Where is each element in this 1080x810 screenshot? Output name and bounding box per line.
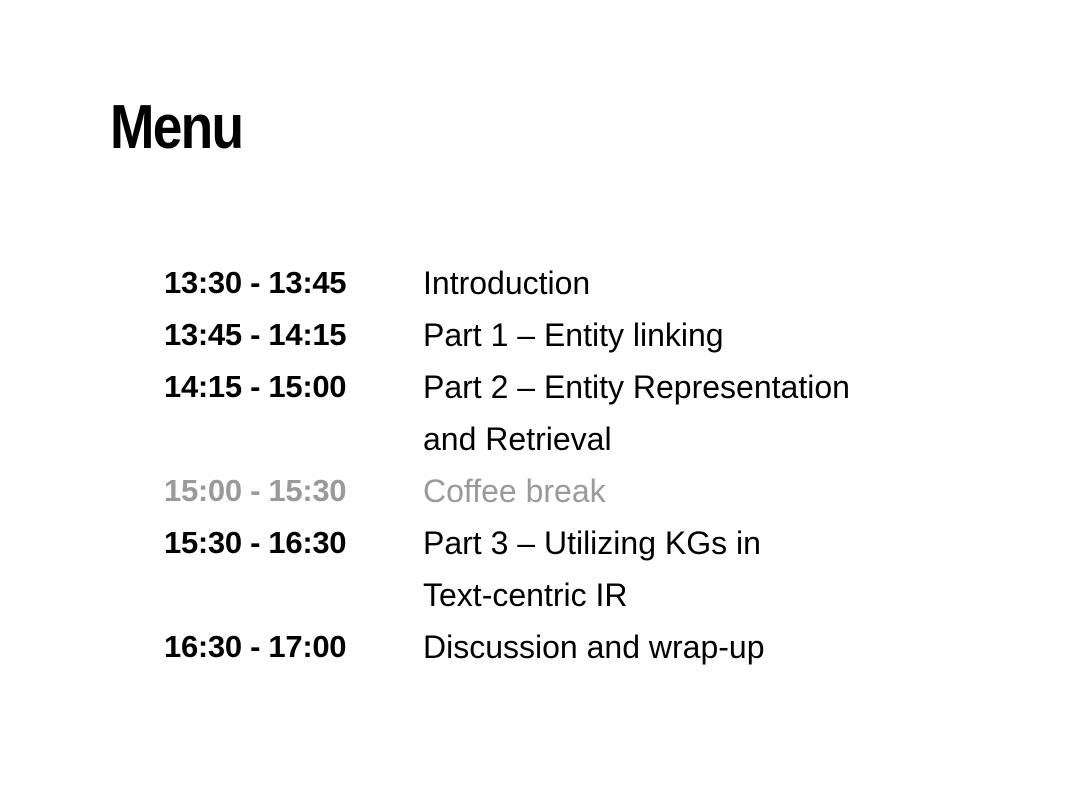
- schedule-session: Part 3 – Utilizing KGs in Text-centric IR: [423, 525, 761, 613]
- schedule-session: Introduction: [423, 265, 591, 301]
- schedule-row-part-2: [164, 361, 1044, 465]
- slide-title: Menu: [110, 93, 243, 162]
- schedule-row-discussion: [164, 621, 1044, 673]
- schedule-list: [164, 257, 1044, 673]
- schedule-session: Part 1 – Entity linking: [423, 317, 724, 353]
- schedule-time: 13:30 - 13:45: [164, 265, 347, 300]
- schedule-time: 15:30 - 16:30: [164, 525, 347, 560]
- schedule-row-coffee-break: [164, 465, 1044, 517]
- schedule-time: 16:30 - 17:00: [164, 629, 347, 664]
- schedule-session: Discussion and wrap-up: [423, 629, 765, 665]
- schedule-row-part-1: [164, 309, 1044, 361]
- schedule-row-introduction: [164, 257, 1044, 309]
- schedule-time: 15:00 - 15:30: [164, 473, 347, 508]
- schedule-session: Coffee break: [423, 473, 606, 509]
- schedule-session: Part 2 – Entity Representation and Retrieval: [423, 369, 850, 457]
- schedule-time: 13:45 - 14:15: [164, 317, 347, 352]
- schedule-row-part-3: [164, 517, 1044, 621]
- schedule-time: 14:15 - 15:00: [164, 369, 347, 404]
